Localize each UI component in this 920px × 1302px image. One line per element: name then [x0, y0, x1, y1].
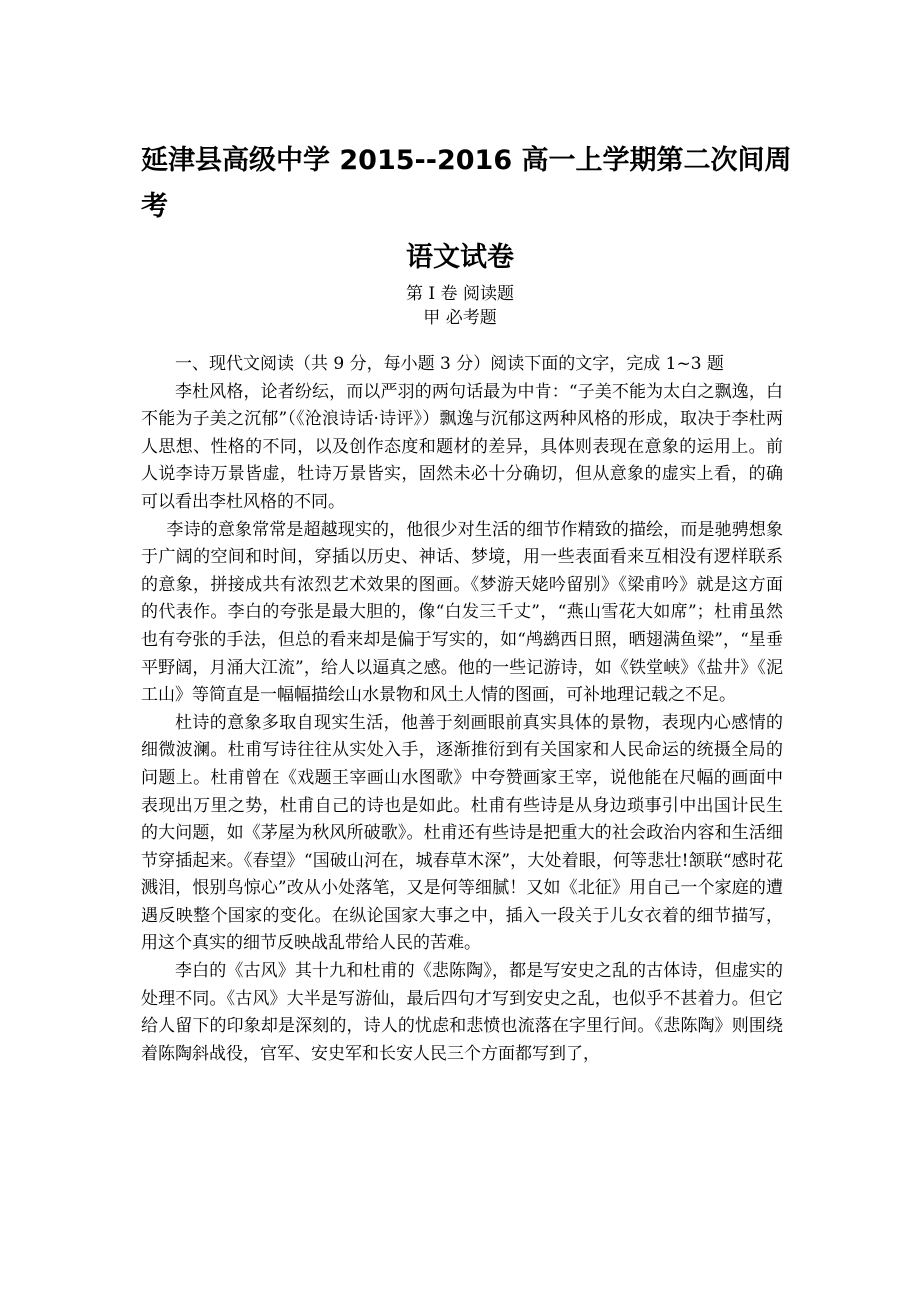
passage-body [141, 351, 783, 1068]
passage-paragraph: 杜诗的意象多取自现实生活，他善于刻画眼前真实具体的景物，表现内心感情的细微波澜。杜甫写诗往往从实处入手，逐渐推衍到有关国家和人民命运的统摄全局的问题上。杜甫曾在《戏题王宰画山水图歌》中夸赞画家王宰，说他能在尺幅的画面中表现出万里之势，杜甫自己的诗也是如此。杜甫有些诗是从身边琐事引中出国计民生的大问题，如《茅屋为秋风所破歌》。杜甫还有些诗是把重大的社会政治内容和生活细节穿插起来。《春望》“国破山河在，城春草木深”，大处着眼，何等悲壮!颔联“感时花溅泪，恨别鸟惊心”改从小处落笔，又是何等细腻！又如《北征》用自己一个家庭的遭遇反映整个国家的变化。在纵论国家大事之中，插入一段关于儿女衣着的细节描写，用这个真实的细节反映战乱带给人民的苦难。 [141, 712, 783, 954]
passage-paragraph: 李诗的意象常常是超越现实的，他很少对生活的细节作精致的描绘，而是驰骋想象于广阔的空间和时间，穿插以历史、神话、梦境，用一些表面看来互相没有逻样联系的意象，拼接成共有浓烈艺术效果的图画。《梦游天姥吟留别》《梁甫吟》就是这方面的代表作。李白的夸张是最大胆的，像“白发三千丈”，“燕山雪花大如席”；杜甫虽然也有夸张的手法，但总的看来却是偏于写实的，如“鸬鹚西日照，晒翅满鱼梁”，“星垂平野阔，月涌大江流”，给人以逼真之感。他的一些记游诗，如《铁堂峡》《盐井》《泥工山》等简直是一幅幅描绘山水景物和风土人情的图画，可补地理记载之不足。 [141, 519, 783, 706]
question-instruction: 一、现代文阅读（共 9 分，每小题 3 分）阅读下面的文字，完成 1~3 题 [175, 354, 724, 374]
exam-title: 延津县高级中学 2015--2016 高一上学期第二次间周考 [141, 145, 792, 222]
part-heading: 甲 必考题 [423, 308, 497, 328]
passage-paragraph: 李杜风格，论者纷纭，而以严羽的两句话最为中肯：“子美不能为太白之飘逸，白不能为子美之沉郁”（《沧浪诗话·诗评》）飘逸与沉郁这两种风格的形成，取决于李杜两人思想、性格的不同，以及创作态度和题材的差异，具体则表现在意象的运用上。前人说李诗万景皆虚，牡诗万景皆实，固然未必十分确切，但从意象的虚实上看，的确可以看出李杜风格的不同。 [141, 381, 783, 512]
volume-heading: 第 I 卷 阅读题 [406, 284, 514, 304]
passage-paragraph: 李白的《古风》其十九和杜甫的《悲陈陶》，都是写安史之乱的古体诗，但虚实的处理不同。《古风》大半是写游仙，最后四句才写到安史之乱，也似乎不甚着力。但它给人留下的印象却是深刻的，诗人的忧虑和悲愤也流落在字里行间。《悲陈陶》则围绕着陈陶斜战役，官军、安史军和长安人民三个方面都写到了， [141, 961, 783, 1064]
subject-title: 语文试卷 [406, 242, 514, 273]
